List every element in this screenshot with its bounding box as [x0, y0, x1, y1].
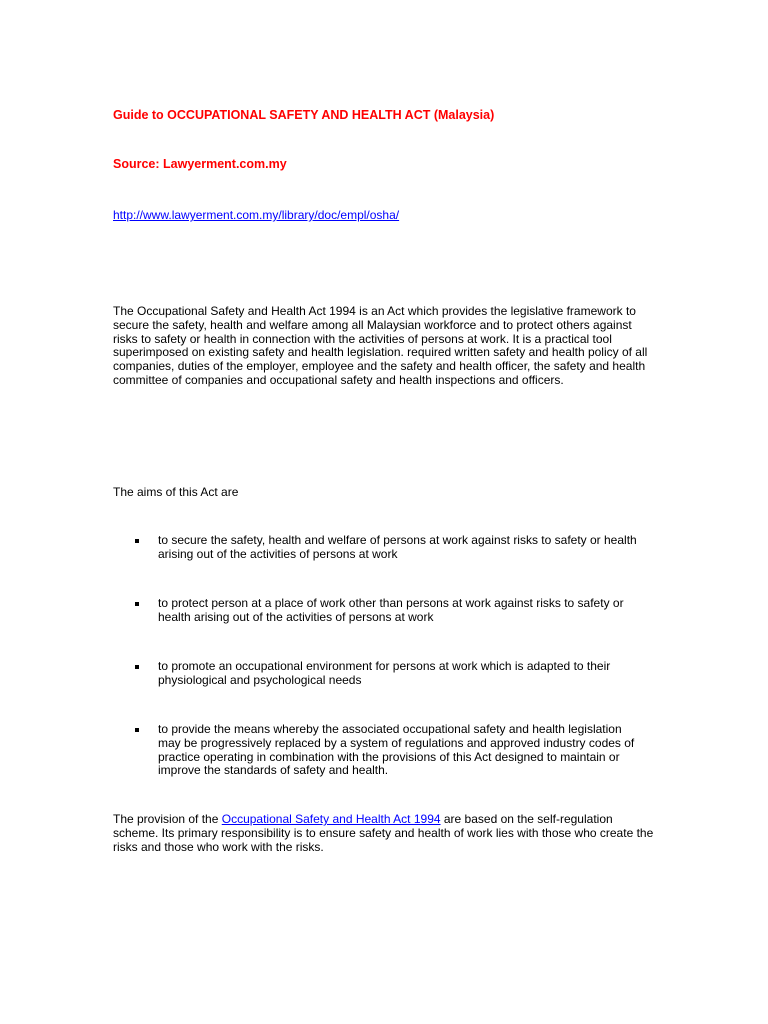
aim-text: to protect person at a place of work other than persons at work against risks to safety or health arising out of the activities of persons at work: [158, 596, 624, 624]
osha-1994-link[interactable]: Occupational Safety and Health Act 1994: [221, 812, 441, 826]
square-bullet-icon: [135, 539, 139, 543]
square-bullet-icon: [135, 602, 139, 606]
source-line: Source: Lawyerment.com.my: [113, 157, 287, 171]
aim-text: to provide the means whereby the associated occupational safety and health legislation may be progressively replaced by a system of regulations and approved industry codes of practice operating in combination with the provisions of this Act designed to maintain or improve the standards of safety and health.: [158, 722, 635, 778]
square-bullet-icon: [135, 728, 139, 732]
source-url-link[interactable]: http://www.lawyerment.com.my/library/doc/empl/osha/: [113, 208, 400, 222]
aim-text: to secure the safety, health and welfare of persons at work against risks to safety or health arising out of the activities of persons at work: [158, 533, 637, 561]
aim-text: to promote an occupational environment for persons at work which is adapted to their physiological and psychological needs: [158, 659, 611, 687]
provision-text-after: are based on the self-regulation scheme. Its primary responsibility is to ensure safety and health of work lies with those who create the risks and those who work with the risks.: [113, 812, 654, 854]
aims-heading: The aims of this Act are: [113, 485, 239, 499]
provision-paragraph: [113, 813, 658, 854]
square-bullet-icon: [135, 665, 139, 669]
document-title: Guide to OCCUPATIONAL SAFETY AND HEALTH ACT (Malaysia): [113, 108, 495, 122]
intro-paragraph: The Occupational Safety and Health Act 1994 is an Act which provides the legislative framework to secure the safety, health and welfare among all Malaysian workforce and to protect others against risks to safety or health in connection with the activities of persons at work. It is a practical tool superimposed on existing safety and health legislation. required written safety and health policy of all companies, duties of the employer, employee and the safety and health officer, the safety and health committee of companies and occupational safety and health inspections and officers.: [113, 304, 648, 387]
provision-text-before: The provision of the: [113, 812, 222, 826]
